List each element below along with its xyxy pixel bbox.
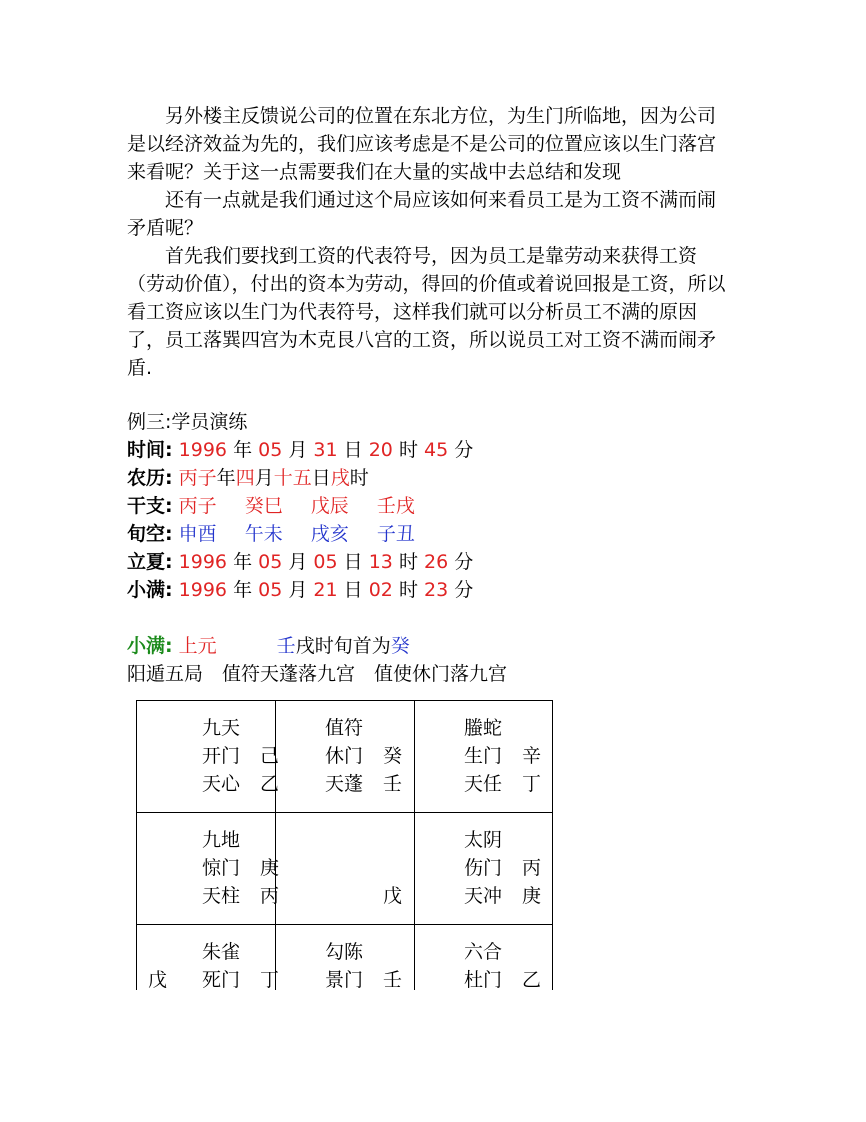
palace-8: 勾陈 景门 壬 (325, 941, 403, 991)
xunkong-line: 旬空: 申酉 午未 戌亥 子丑 (127, 523, 415, 545)
nine-palace-grid (132, 690, 556, 1002)
palace-2: 值符 休门 癸 天蓬 壬 (325, 717, 403, 795)
ganzhi-line: 干支: 丙子 癸巳 戊辰 壬戌 (127, 495, 415, 517)
lixia-label: 立夏: (127, 551, 173, 573)
example-title: 例三:学员演练 (127, 411, 248, 433)
lixia-line: 立夏: 1996 年 05 月 05 日 13 时 26 分 (127, 551, 474, 573)
palace-6: 太阴 伤门 丙 天冲 庚 (464, 829, 542, 907)
grid-line (136, 924, 552, 925)
lunar-label: 农历: (127, 467, 173, 489)
grid-line (136, 700, 552, 701)
palace-3: 螣蛇 生门 辛 天任 丁 (464, 717, 542, 795)
paragraph-2: 还有一点就是我们通过这个局应该如何来看员工是为工资不满而闹矛盾呢？ (127, 189, 717, 239)
palace-4: 九地 惊门 庚 天柱 丙 (202, 829, 280, 907)
time-label: 时间: (127, 439, 173, 461)
ju-line: 阳遁五局 值符天蓬落九宫 值使休门落九宫 (127, 663, 508, 685)
yuan-label: 小满: (127, 635, 173, 657)
paragraph-1: 另外楼主反馈说公司的位置在东北方位，为生门所临地，因为公司是以经济效益为先的，我们应该考虑是不是公司的位置应该以生门落宫来看呢？关于这一点需要我们在大量的实战中去总结和发现 (127, 105, 717, 183)
lunar-line: 农历: 丙子年四月十五日戌时 (127, 467, 369, 489)
grid-line (136, 700, 137, 990)
palace-1: 九天 开门 己 天心 乙 (202, 717, 280, 795)
ganzhi-label: 干支: (127, 495, 173, 517)
palace-7: 朱雀 戊 死门 丁 (148, 941, 280, 991)
xiaoman-line: 小满: 1996 年 05 月 21 日 02 时 23 分 (127, 579, 474, 601)
xunkong-label: 旬空: (127, 523, 173, 545)
yuan-line: 小满: 上元 壬戌时旬首为癸 (127, 635, 410, 657)
xiaoman-label: 小满: (127, 579, 173, 601)
paragraph-3: 首先我们要找到工资的代表符号，因为员工是靠劳动来获得工资（劳动价值），付出的资本为劳动，得回的价值或着说回报是工资，所以看工资应该以生门为代表符号，这样我们就可以分析员工不满的原因了，员工落巽四宫为木克艮八宫的工资，所以说员工对工资不满而闹矛盾. (127, 245, 726, 379)
palace-5: 戊 (383, 885, 403, 907)
time-line: 时间: 1996 年 05 月 31 日 20 时 45 分 (127, 439, 474, 461)
grid-line (136, 812, 552, 813)
palace-9: 六合 杜门 乙 (464, 941, 542, 991)
